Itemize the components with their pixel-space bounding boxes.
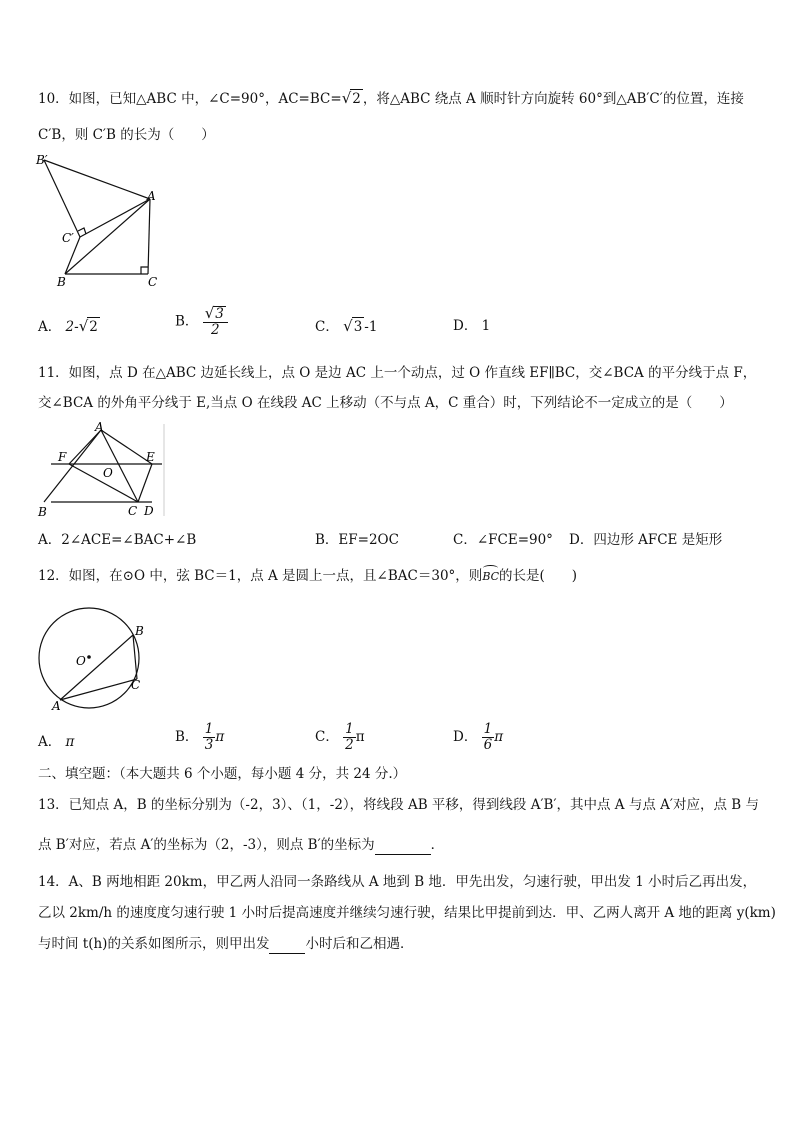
sqrt-sign: √ (341, 89, 352, 107)
label-c: C (131, 678, 141, 692)
q12-stem-text: 12．如图，在⊙O 中，弦 BC＝1，点 A 是圆上一点，且∠BAC＝30°，则 (38, 568, 483, 584)
label-a: A (95, 420, 104, 434)
q14-stem-line1: 14．A、B 两地相距 20km，甲乙两人沿同一条路线从 A 地到 B 地．甲先出发，匀速行驶，甲出发 1 小时后乙再出发， (38, 874, 757, 890)
fraction-numerator: 1 (345, 721, 354, 737)
label-f: F (58, 450, 67, 464)
option-label: A． (38, 319, 62, 335)
q12-figure (32, 600, 157, 715)
label-b: B (38, 505, 47, 519)
label-c-prime: C′ (62, 231, 74, 245)
q11-option-c[interactable]: C．∠FCE=90° (453, 532, 553, 548)
q11-stem-line2: 交∠BCA 的外角平分线于 E,当点 O 在线段 AC 上移动（不与点 A，C 重合）时，下列结论不一定成立的是（ ） (38, 395, 733, 411)
label-b: B (135, 624, 144, 638)
q14-stem-tail: 小时后和乙相遇． (305, 936, 414, 952)
q10-option-b[interactable] (175, 306, 228, 338)
option-label: B． (175, 729, 199, 745)
label-o: O (103, 466, 113, 480)
fraction-numerator: 1 (204, 721, 214, 737)
option-value: -1 (364, 319, 378, 335)
q13-stem-tail: ． (430, 837, 445, 853)
section-heading: 二、填空题：（本大题共 6 个小题，每小题 4 分，共 24 分.） (38, 766, 407, 782)
pi-symbol: π (215, 729, 225, 745)
label-b: B (57, 275, 66, 289)
option-label: B． (175, 313, 199, 330)
answer-blank[interactable] (269, 935, 305, 954)
q11-stem-line1: 11．如图，点 D 在△ABC 边延长线上，点 O 是边 AC 上一个动点，过 O 作直线 EF∥BC，交∠BCA 的平分线于点 F， (38, 365, 757, 381)
arc-bc (482, 568, 499, 586)
q12-option-b[interactable] (175, 722, 224, 753)
sqrt-sign: √ (343, 317, 353, 335)
fraction-denominator: 6 (483, 737, 493, 753)
label-b-prime: B′ (36, 153, 48, 167)
fraction-numerator: 3 (215, 306, 224, 322)
option-label: D． (453, 318, 478, 334)
q12-c-fraction (343, 722, 356, 753)
q14-stem-line2: 乙以 2km/h 的速度度匀速行驶 1 小时后提高速度并继续匀速行驶，结果比甲提前到达．甲、乙两人离开 A 地的距离 y(km) (38, 905, 776, 921)
q13-stem-line2 (38, 836, 444, 855)
q11-option-d[interactable]: D．四边形 AFCE 是矩形 (569, 532, 723, 548)
q10-option-a[interactable] (38, 317, 100, 336)
q10-b-fraction (203, 306, 228, 338)
fraction-denominator: 2 (345, 737, 354, 753)
option-label: A． (38, 734, 62, 750)
fraction-denominator: 3 (204, 737, 214, 753)
q10-stem-text: 10．如图，已知△ABC 中，∠C=90°，AC=BC= (38, 91, 342, 107)
label-c: C (148, 275, 158, 289)
option-sqrt-arg: 3 (353, 319, 363, 335)
pi-symbol: π (494, 729, 504, 745)
q10-stem-tail: ，将△ABC 绕点 A 顺时针方向旋转 60°到△AB′C′的位置，连接 (362, 91, 744, 107)
option-value: π (65, 734, 75, 750)
q10-figure (30, 148, 170, 293)
q11-option-b[interactable]: B．EF=2OC (315, 532, 399, 548)
arc-text: BC (482, 570, 500, 583)
q13-stem-line1: 13．已知点 A，B 的坐标分别为（-2，3）、（1，-2），将线段 AB 平移，得到线段 A′B′，其中点 A 与点 A′对应，点 B 与 (38, 797, 759, 813)
q14-stem-text: 与时间 t(h)的关系如图所示，则甲出发 (38, 936, 270, 952)
label-e: E (146, 450, 155, 464)
q12-d-fraction (482, 722, 495, 753)
option-label: C． (315, 729, 339, 745)
option-label: D． (453, 729, 478, 745)
q11-option-a[interactable]: A．2∠ACE=∠BAC+∠B (38, 532, 197, 548)
option-value: 1 (481, 318, 491, 334)
q10-sqrt-arg: 2 (352, 91, 361, 107)
label-a: A (147, 189, 156, 203)
fraction-denominator: 2 (211, 322, 220, 338)
q14-stem-line3 (38, 935, 413, 954)
sqrt-sign: √ (78, 317, 89, 335)
q12-option-d[interactable] (453, 722, 503, 753)
q12-option-c[interactable] (315, 722, 365, 753)
fraction-numerator: 1 (483, 721, 493, 737)
q10-stem-line2: C′B，则 C′B 的长为（ ） (38, 127, 215, 143)
q10-option-c[interactable] (315, 317, 377, 336)
option-value: 2- (65, 319, 79, 335)
q12-option-a[interactable] (38, 733, 74, 751)
label-o: O (76, 654, 86, 668)
arc-mark (483, 565, 498, 571)
q10-stem-line1 (38, 89, 744, 108)
option-label: C． (315, 319, 339, 335)
option-sqrt-arg: 2 (89, 319, 98, 335)
label-d: D (144, 504, 154, 518)
answer-blank[interactable] (375, 836, 431, 855)
sqrt-sign: √ (204, 304, 215, 322)
q11-figure (34, 420, 166, 520)
q10-option-d[interactable] (453, 317, 490, 335)
q12-stem-tail: 的长是( ) (499, 568, 578, 584)
q12-b-fraction (203, 722, 216, 753)
q13-stem-text: 点 B′对应，若点 A′的坐标为（2，-3），则点 B′的坐标为 (38, 837, 375, 853)
label-a: A (52, 699, 61, 713)
pi-symbol: π (355, 729, 365, 745)
q12-stem (38, 567, 577, 586)
label-c: C (128, 504, 138, 518)
